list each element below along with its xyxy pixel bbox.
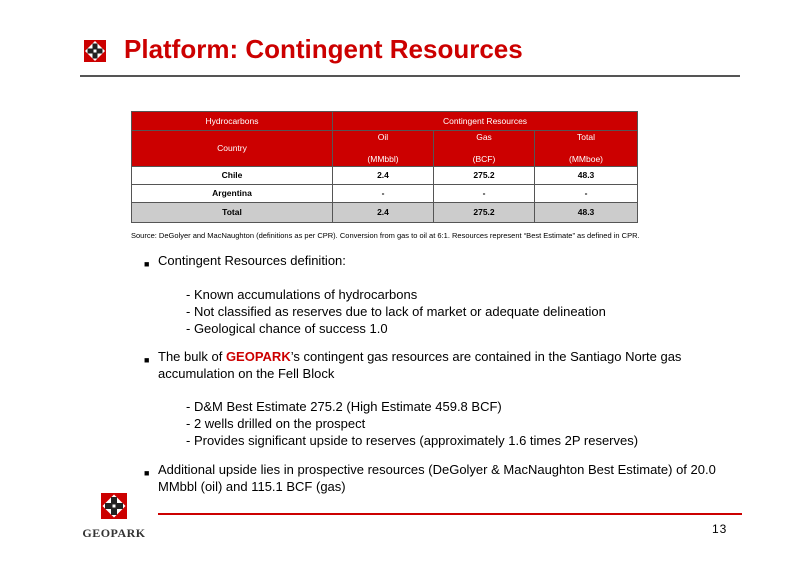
cell-gas: 275.2 <box>434 203 535 223</box>
sub-bullet: - 2 wells drilled on the prospect <box>186 416 366 431</box>
bullet-marker: ■ <box>144 259 150 269</box>
cell-country: Chile <box>132 167 333 185</box>
sub-bullet: - D&M Best Estimate 275.2 (High Estimate 459.8 BCF) <box>186 399 502 414</box>
cell-country: Total <box>132 203 333 223</box>
cell-total: - <box>535 185 638 203</box>
cell-country: Argentina <box>132 185 333 203</box>
sub-bullet: - Known accumulations of hydrocarbons <box>186 287 418 302</box>
header-hydrocarbons: Hydrocarbons <box>132 112 333 131</box>
header-oil: Oil (MMbbl) <box>333 131 434 167</box>
sub-bullet: - Not classified as reserves due to lack of market or adequate delineation <box>186 304 606 319</box>
geopark-footer-logo <box>76 493 156 543</box>
cell-gas: - <box>434 185 535 203</box>
bullet-marker: ■ <box>144 355 150 365</box>
cell-oil: 2.4 <box>333 167 434 185</box>
header-total: Total (MMboe) <box>535 131 638 167</box>
header-divider <box>80 75 740 77</box>
page-number: 13 <box>712 522 728 536</box>
header-gas: Gas (BCF) <box>434 131 535 167</box>
table-total-row <box>132 203 638 223</box>
sub-bullet: - Geological chance of success 1.0 <box>186 321 388 336</box>
table-row <box>132 185 638 203</box>
cell-gas: 275.2 <box>434 167 535 185</box>
bullet-additional-upside: Additional upside lies in prospective resources (DeGolyer & MacNaughton Best Estimate) of 20.0 MMbbl (oil) and 115.1 BCF (gas) <box>158 462 716 494</box>
table-row <box>132 167 638 185</box>
bullet-contingent-definition: Contingent Resources definition: <box>158 253 346 268</box>
sub-bullet: - Provides significant upside to reserves (approximately 1.6 times 2P reserves) <box>186 433 639 448</box>
geopark-logo-icon <box>84 40 106 62</box>
header-contingent-resources: Contingent Resources <box>333 112 638 131</box>
header-country: Country <box>132 131 333 167</box>
footer-divider <box>158 513 742 515</box>
bullet-marker: ■ <box>144 468 150 478</box>
cell-total: 48.3 <box>535 167 638 185</box>
cell-total: 48.3 <box>535 203 638 223</box>
footer-logo-text: GEOPARK <box>82 526 146 540</box>
table-header-row <box>132 112 638 131</box>
bullet-geopark-gas: The bulk of GEOPARK’s contingent gas resources are contained in the Santiago Norte gas accumulation on the Fell Block <box>158 349 682 381</box>
cell-oil: 2.4 <box>333 203 434 223</box>
page-title: Platform: Contingent Resources <box>124 34 523 64</box>
contingent-resources-table <box>131 111 638 223</box>
table-subheader-row <box>132 131 638 167</box>
source-note: Source: DeGolyer and MacNaughton (definitions as per CPR). Conversion from gas to oil at 6:1. Resources represent “Best Estimate” as defined in CPR. <box>131 231 640 240</box>
cell-oil: - <box>333 185 434 203</box>
brand-name: GEOPARK <box>225 349 291 364</box>
